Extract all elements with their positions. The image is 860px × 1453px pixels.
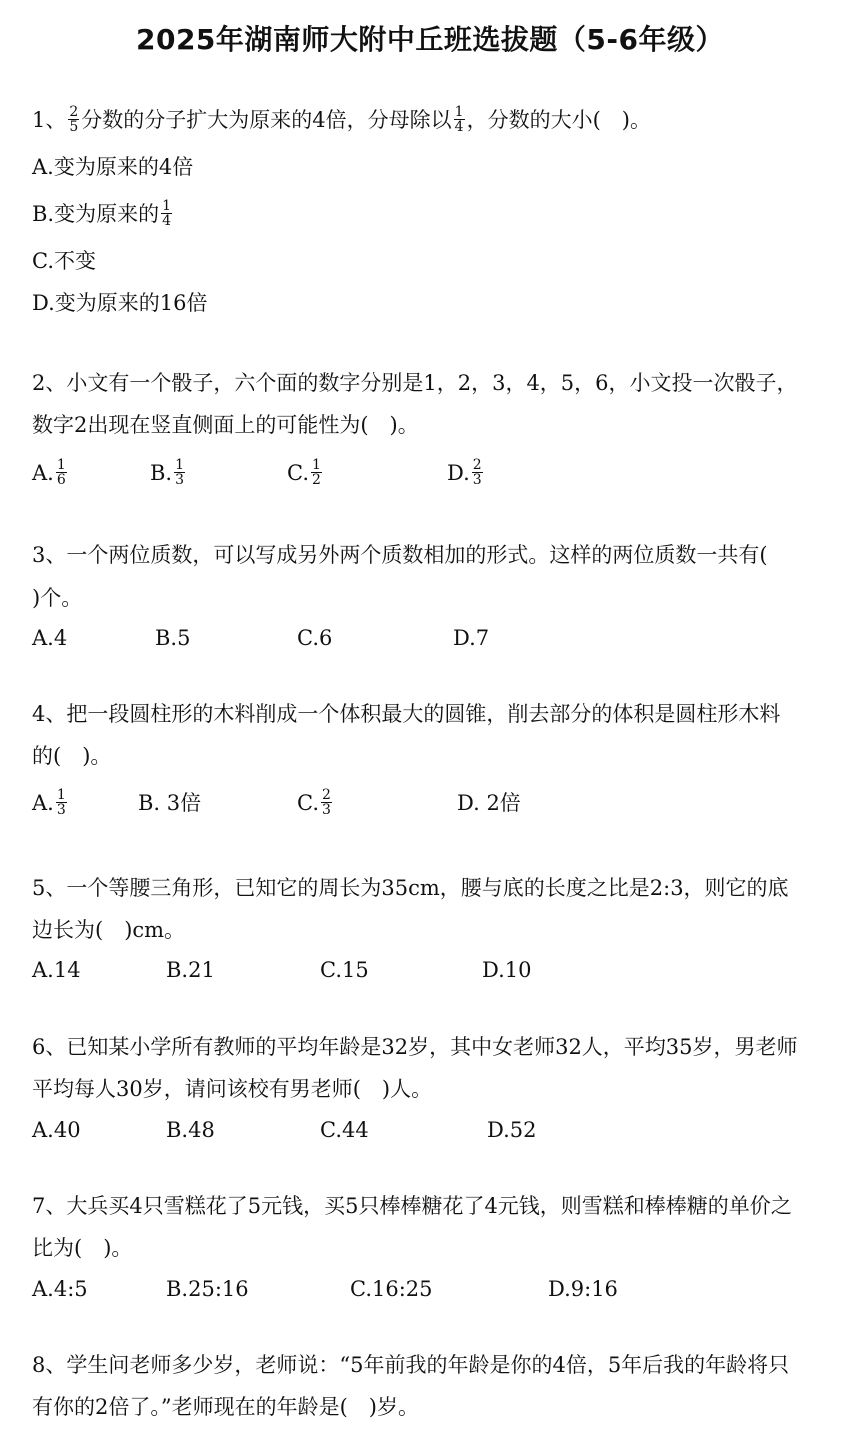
question-7-option-b[interactable]: B.25:16 [166,1277,249,1301]
fraction [56,788,67,817]
fraction [321,788,332,817]
question-1-number: 1、 [32,108,67,132]
fraction [311,458,322,487]
question-1-option-a[interactable]: A.变为原来的4倍 [32,155,194,179]
fraction-numerator: 2 [472,457,482,473]
fraction [454,105,465,134]
question-3-stem-line-1: 3、一个两位质数，可以写成另外两个质数相加的形式。这样的两位质数一共有( [32,543,768,567]
question-3-option-a[interactable]: A.4 [32,626,68,650]
question-6-stem-line-1: 6、已知某小学所有教师的平均年龄是32岁，其中女老师32人，平均35岁，男老师 [32,1035,798,1059]
question-2-option-d[interactable] [447,459,485,489]
question-1-option-d[interactable]: D.变为原来的16倍 [32,291,208,315]
fraction-denominator: 5 [69,119,79,135]
question-7-option-d[interactable]: D.9:16 [548,1277,618,1301]
fraction-numerator: 1 [175,457,185,473]
fraction [68,105,79,134]
question-4-stem-line-2: 的( )。 [32,744,112,768]
question-7-stem-line-2: 比为( )。 [32,1236,133,1260]
fraction-denominator: 3 [322,802,331,818]
fraction-denominator: 4 [162,213,172,229]
fraction-denominator: 2 [312,472,321,488]
question-6-option-d[interactable]: D.52 [487,1118,537,1142]
question-1-stem [32,106,651,136]
question-4-option-d[interactable]: D. 2倍 [457,791,521,815]
option-label: D. [447,461,470,485]
question-5-option-c[interactable]: C.15 [320,958,369,982]
fraction-numerator: 1 [454,104,464,120]
fraction-denominator: 3 [175,472,185,488]
fraction-denominator: 3 [472,472,482,488]
page-title: 2025年湖南师大附中丘班选拔题（5-6年级） [135,23,725,56]
question-4-option-c[interactable] [297,789,334,819]
question-7-stem-line-1: 7、大兵买4只雪糕花了5元钱，买5只棒棒糖花了4元钱，则雪糕和棒棒糖的单价之 [32,1194,792,1218]
question-2-option-a[interactable] [32,459,69,489]
question-8-stem-line-1: 8、学生问老师多少岁，老师说：“5年前我的年龄是你的4倍，5年后我的年龄将只 [32,1353,790,1377]
question-1-option-c[interactable]: C.不变 [32,249,96,273]
question-1-text: 分数的分子扩大为原来的4倍，分母除以 [81,108,452,132]
question-3-option-c[interactable]: C.6 [297,626,333,650]
option-label: A. [32,791,54,815]
fraction [174,458,185,487]
fraction-denominator: 6 [56,472,66,488]
fraction [161,199,172,228]
question-3-option-d[interactable]: D.7 [453,626,490,650]
question-2-stem-line-2: 数字2出现在竖直侧面上的可能性为( )。 [32,413,419,437]
option-label: B. [150,461,173,485]
question-1-text-end: ，分数的大小( )。 [466,108,651,132]
fraction-numerator: 2 [69,104,79,120]
option-label: C. [287,461,309,485]
question-4-option-a[interactable] [32,789,69,819]
question-1-option-b[interactable] [32,200,174,230]
option-label: A. [32,461,54,485]
question-6-stem-line-2: 平均每人30岁，请问该校有男老师( )人。 [32,1077,433,1101]
question-6-option-c[interactable]: C.44 [320,1118,369,1142]
fraction-numerator: 1 [312,457,321,473]
question-5-option-d[interactable]: D.10 [482,958,532,982]
question-4-stem-line-1: 4、把一段圆柱形的木料削成一个体积最大的圆锥，削去部分的体积是圆柱形木料 [32,702,781,726]
fraction-denominator: 3 [56,802,66,818]
question-3-option-b[interactable]: B.5 [155,626,191,650]
question-3-stem-line-2: )个。 [32,586,83,610]
question-5-option-b[interactable]: B.21 [166,958,215,982]
fraction-numerator: 1 [162,198,172,214]
question-5-stem-line-1: 5、一个等腰三角形，已知它的周长为35cm，腰与底的长度之比是2:3，则它的底 [32,876,789,900]
fraction-numerator: 2 [322,787,331,803]
option-label: B.变为原来的 [32,202,160,226]
question-6-option-b[interactable]: B.48 [166,1118,215,1142]
fraction [472,458,483,487]
question-6-option-a[interactable]: A.40 [32,1118,81,1142]
question-5-option-a[interactable]: A.14 [32,958,81,982]
question-8-stem-line-2: 有你的2倍了。”老师现在的年龄是( )岁。 [32,1395,419,1419]
fraction [56,458,67,487]
question-2-option-c[interactable] [287,459,324,489]
fraction-denominator: 4 [454,119,464,135]
question-5-stem-line-2: 边长为( )cm。 [32,918,186,942]
question-7-option-c[interactable]: C.16:25 [350,1277,433,1301]
question-2-option-b[interactable] [150,459,187,489]
question-7-option-a[interactable]: A.4:5 [32,1277,88,1301]
fraction-numerator: 1 [56,457,66,473]
question-4-option-b[interactable]: B. 3倍 [138,791,202,815]
option-label: C. [297,791,319,815]
fraction-numerator: 1 [56,787,66,803]
question-2-stem-line-1: 2、小文有一个骰子，六个面的数字分别是1，2，3，4，5，6，小文投一次骰子， [32,371,798,395]
